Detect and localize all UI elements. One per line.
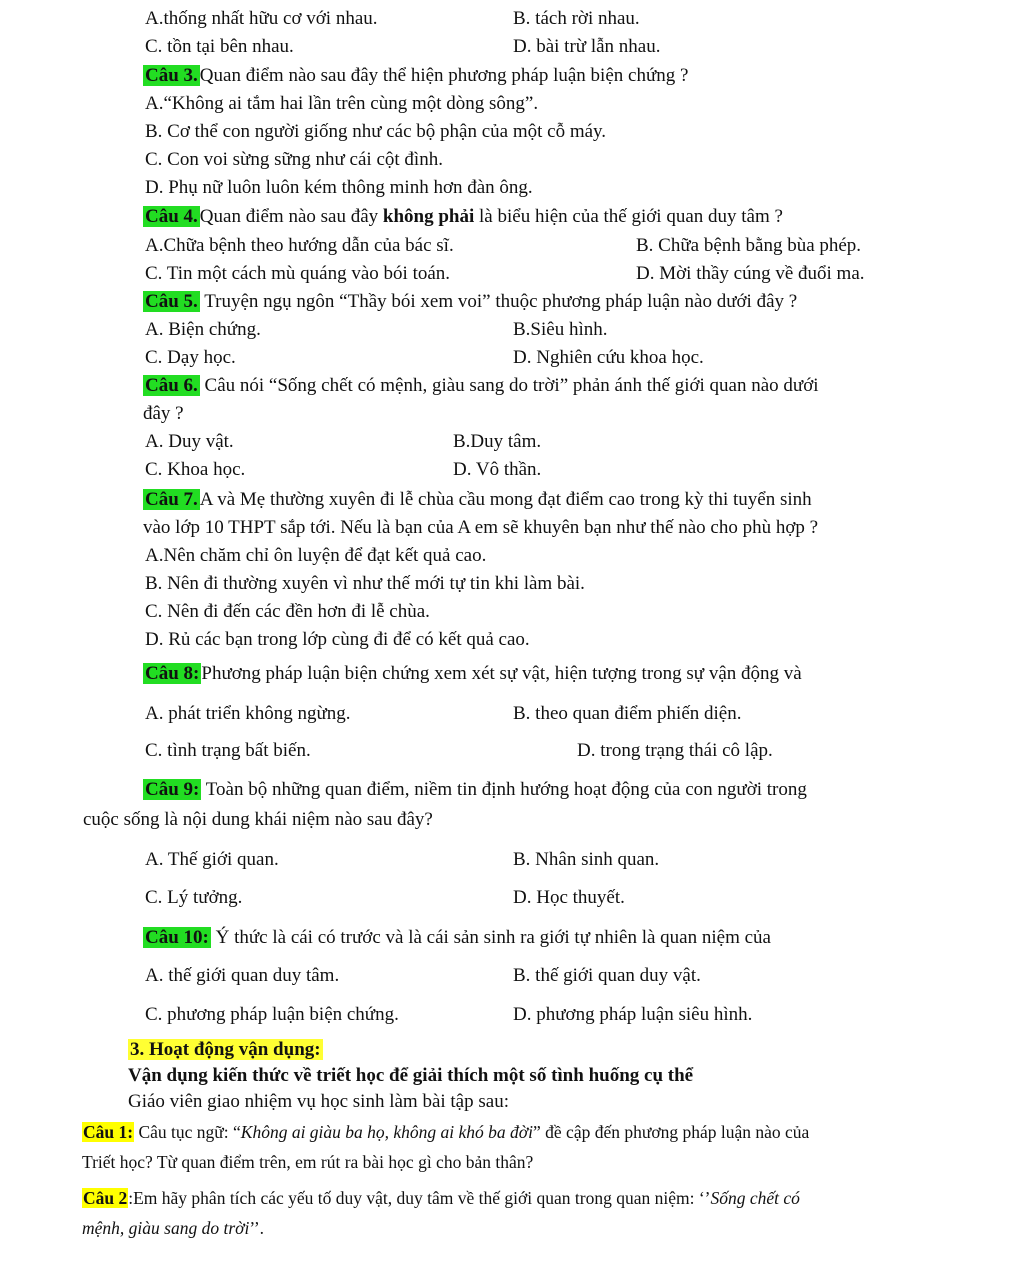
- q4-option-c: C. Tin một cách mù quáng vào bói toán.: [145, 263, 451, 284]
- q3-option-c: C. Con voi sừng sững như cái cột đình.: [145, 149, 443, 170]
- task2-line1: [82, 1186, 800, 1210]
- q3-question: [143, 64, 688, 88]
- q3-option-d: D. Phụ nữ luôn luôn kém thông minh hơn đàn ông.: [145, 177, 533, 198]
- q9-text-line1: Toàn bộ những quan điểm, niềm tin định hướng hoạt động của con người trong: [201, 779, 807, 800]
- q8-option-c: C. tình trạng bất biến.: [145, 740, 311, 761]
- q10-option-c: C. phương pháp luận biện chứng.: [145, 1004, 399, 1025]
- q10-option-d: D. phương pháp luận siêu hình.: [513, 1004, 753, 1025]
- q7-option-c: C. Nên đi đến các đền hơn đi lễ chùa.: [145, 601, 430, 622]
- q3-text: Quan điểm nào sau đây thể hiện phương pháp luận biện chứng ?: [199, 65, 689, 86]
- q4-option-a: A.Chữa bệnh theo hướng dẫn của bác sĩ.: [145, 235, 454, 256]
- q10-text: Ý thức là cái có trước và là cái sản sinh ra giới tự nhiên là quan niệm của: [210, 927, 771, 948]
- q10-option-b: B. thế giới quan duy vật.: [513, 965, 701, 986]
- q8-text: Phương pháp luận biện chứng xem xét sự vật, hiện tượng trong sự vận động và: [201, 663, 802, 684]
- task1-quote: Không ai giàu ba họ, không ai khó ba đời: [240, 1122, 534, 1142]
- task1-label: Câu 1:: [83, 1122, 134, 1142]
- q6-label: Câu 6.: [145, 375, 198, 396]
- q5-option-c: C. Dạy học.: [145, 347, 236, 368]
- q5-option-d: D. Nghiên cứu khoa học.: [513, 347, 704, 368]
- q6-text-line2: đây ?: [143, 403, 184, 424]
- task1-line1: [82, 1120, 809, 1144]
- q2-option-d: D. bài trừ lẫn nhau.: [513, 36, 661, 57]
- q5-label: Câu 5.: [145, 291, 198, 312]
- q7-text-line2: vào lớp 10 THPT sắp tới. Nếu là bạn của A em sẽ khuyên bạn như thế nào cho phù hợp ?: [143, 517, 819, 538]
- q9-question-line1: [143, 778, 807, 802]
- task2-post: ’’.: [249, 1218, 265, 1238]
- q2-option-b: B. tách rời nhau.: [513, 8, 640, 29]
- q7-label: Câu 7.: [145, 489, 198, 510]
- q5-option-a: A. Biện chứng.: [145, 319, 261, 340]
- q8-label: Câu 8:: [145, 663, 200, 684]
- task2-label: Câu 2: [83, 1188, 128, 1208]
- task1-post: ” đề cập đến phương pháp luận nào của: [533, 1122, 810, 1142]
- section3-heading-line: [128, 1038, 323, 1062]
- task2-quote1: Sống chết có: [710, 1188, 800, 1208]
- q7-question-line1: [143, 488, 812, 512]
- q4-label: Câu 4.: [145, 206, 198, 227]
- q6-question-line1: [143, 374, 819, 398]
- q4-question: [143, 205, 783, 229]
- q10-option-a: A. thế giới quan duy tâm.: [145, 965, 340, 986]
- q9-option-d: D. Học thuyết.: [513, 887, 625, 908]
- q9-text-line2: cuộc sống là nội dung khái niệm nào sau đây?: [83, 809, 433, 830]
- q8-question: [143, 662, 802, 686]
- q2-option-a: A.thống nhất hữu cơ với nhau.: [145, 8, 378, 29]
- q10-question: [143, 926, 771, 950]
- q6-option-a: A. Duy vật.: [145, 431, 234, 452]
- q7-option-d: D. Rủ các bạn trong lớp cùng đi để có kết quả cao.: [145, 629, 530, 650]
- task1-pre: Câu tục ngữ: “: [134, 1122, 241, 1142]
- q10-label: Câu 10:: [145, 927, 209, 948]
- task2-line2: [82, 1216, 264, 1240]
- q3-option-b: B. Cơ thể con người giống như các bộ phận của một cỗ máy.: [145, 121, 607, 142]
- q7-option-a: A.Nên chăm chỉ ôn luyện để đạt kết quả cao.: [145, 545, 487, 566]
- q3-option-a: A.“Không ai tắm hai lần trên cùng một dòng sông”.: [145, 93, 539, 114]
- q4-text-post: là biểu hiện của thế giới quan duy tâm ?: [474, 206, 783, 227]
- q6-option-c: C. Khoa học.: [145, 459, 246, 480]
- section3-subheading: Vận dụng kiến thức về triết học để giải thích một số tình huống cụ thể: [128, 1065, 694, 1086]
- q9-option-b: B. Nhân sinh quan.: [513, 849, 660, 870]
- q6-option-d: D. Vô thần.: [453, 459, 542, 480]
- task2-pre: :Em hãy phân tích các yếu tố duy vật, duy tâm về thế giới quan trong quan niệm: ‘’: [128, 1188, 711, 1208]
- q4-text-pre: Quan điểm nào sau đây: [199, 206, 383, 227]
- q9-option-a: A. Thế giới quan.: [145, 849, 279, 870]
- q8-option-d: D. trong trạng thái cô lập.: [577, 740, 773, 761]
- q5-text: Truyện ngụ ngôn “Thầy bói xem voi” thuộc phương pháp luận nào dưới đây ?: [199, 291, 798, 312]
- q4-option-d: D. Mời thầy cúng về đuổi ma.: [636, 263, 865, 284]
- q9-option-c: C. Lý tưởng.: [145, 887, 243, 908]
- q7-option-b: B. Nên đi thường xuyên vì như thế mới tự tin khi làm bài.: [145, 573, 585, 594]
- task2-quote2: mệnh, giàu sang do trời: [82, 1218, 250, 1238]
- q9-label: Câu 9:: [145, 779, 200, 800]
- section3-intro: Giáo viên giao nhiệm vụ học sinh làm bài tập sau:: [128, 1091, 509, 1112]
- q2-option-c: C. tồn tại bên nhau.: [145, 36, 294, 57]
- q4-text-bold: không phải: [382, 206, 475, 227]
- q6-option-b: B.Duy tâm.: [453, 431, 542, 452]
- q4-option-b: B. Chữa bệnh bằng bùa phép.: [636, 235, 862, 256]
- q6-text-line1: Câu nói “Sống chết có mệnh, giàu sang do trời” phản ánh thế giới quan nào dưới: [199, 375, 819, 396]
- task1-line2: Triết học? Từ quan điểm trên, em rút ra bài học gì cho bản thân?: [82, 1152, 534, 1172]
- q8-option-b: B. theo quan điểm phiến diện.: [513, 703, 742, 724]
- section3-heading: 3. Hoạt động vận dụng:: [130, 1039, 321, 1060]
- q8-option-a: A. phát triển không ngừng.: [145, 703, 351, 724]
- q5-question: [143, 290, 797, 314]
- q7-text-line1: A và Mẹ thường xuyên đi lễ chùa cầu mong đạt điểm cao trong kỳ thi tuyển sinh: [199, 489, 812, 510]
- q3-label: Câu 3.: [145, 65, 198, 86]
- q5-option-b: B.Siêu hình.: [513, 319, 608, 340]
